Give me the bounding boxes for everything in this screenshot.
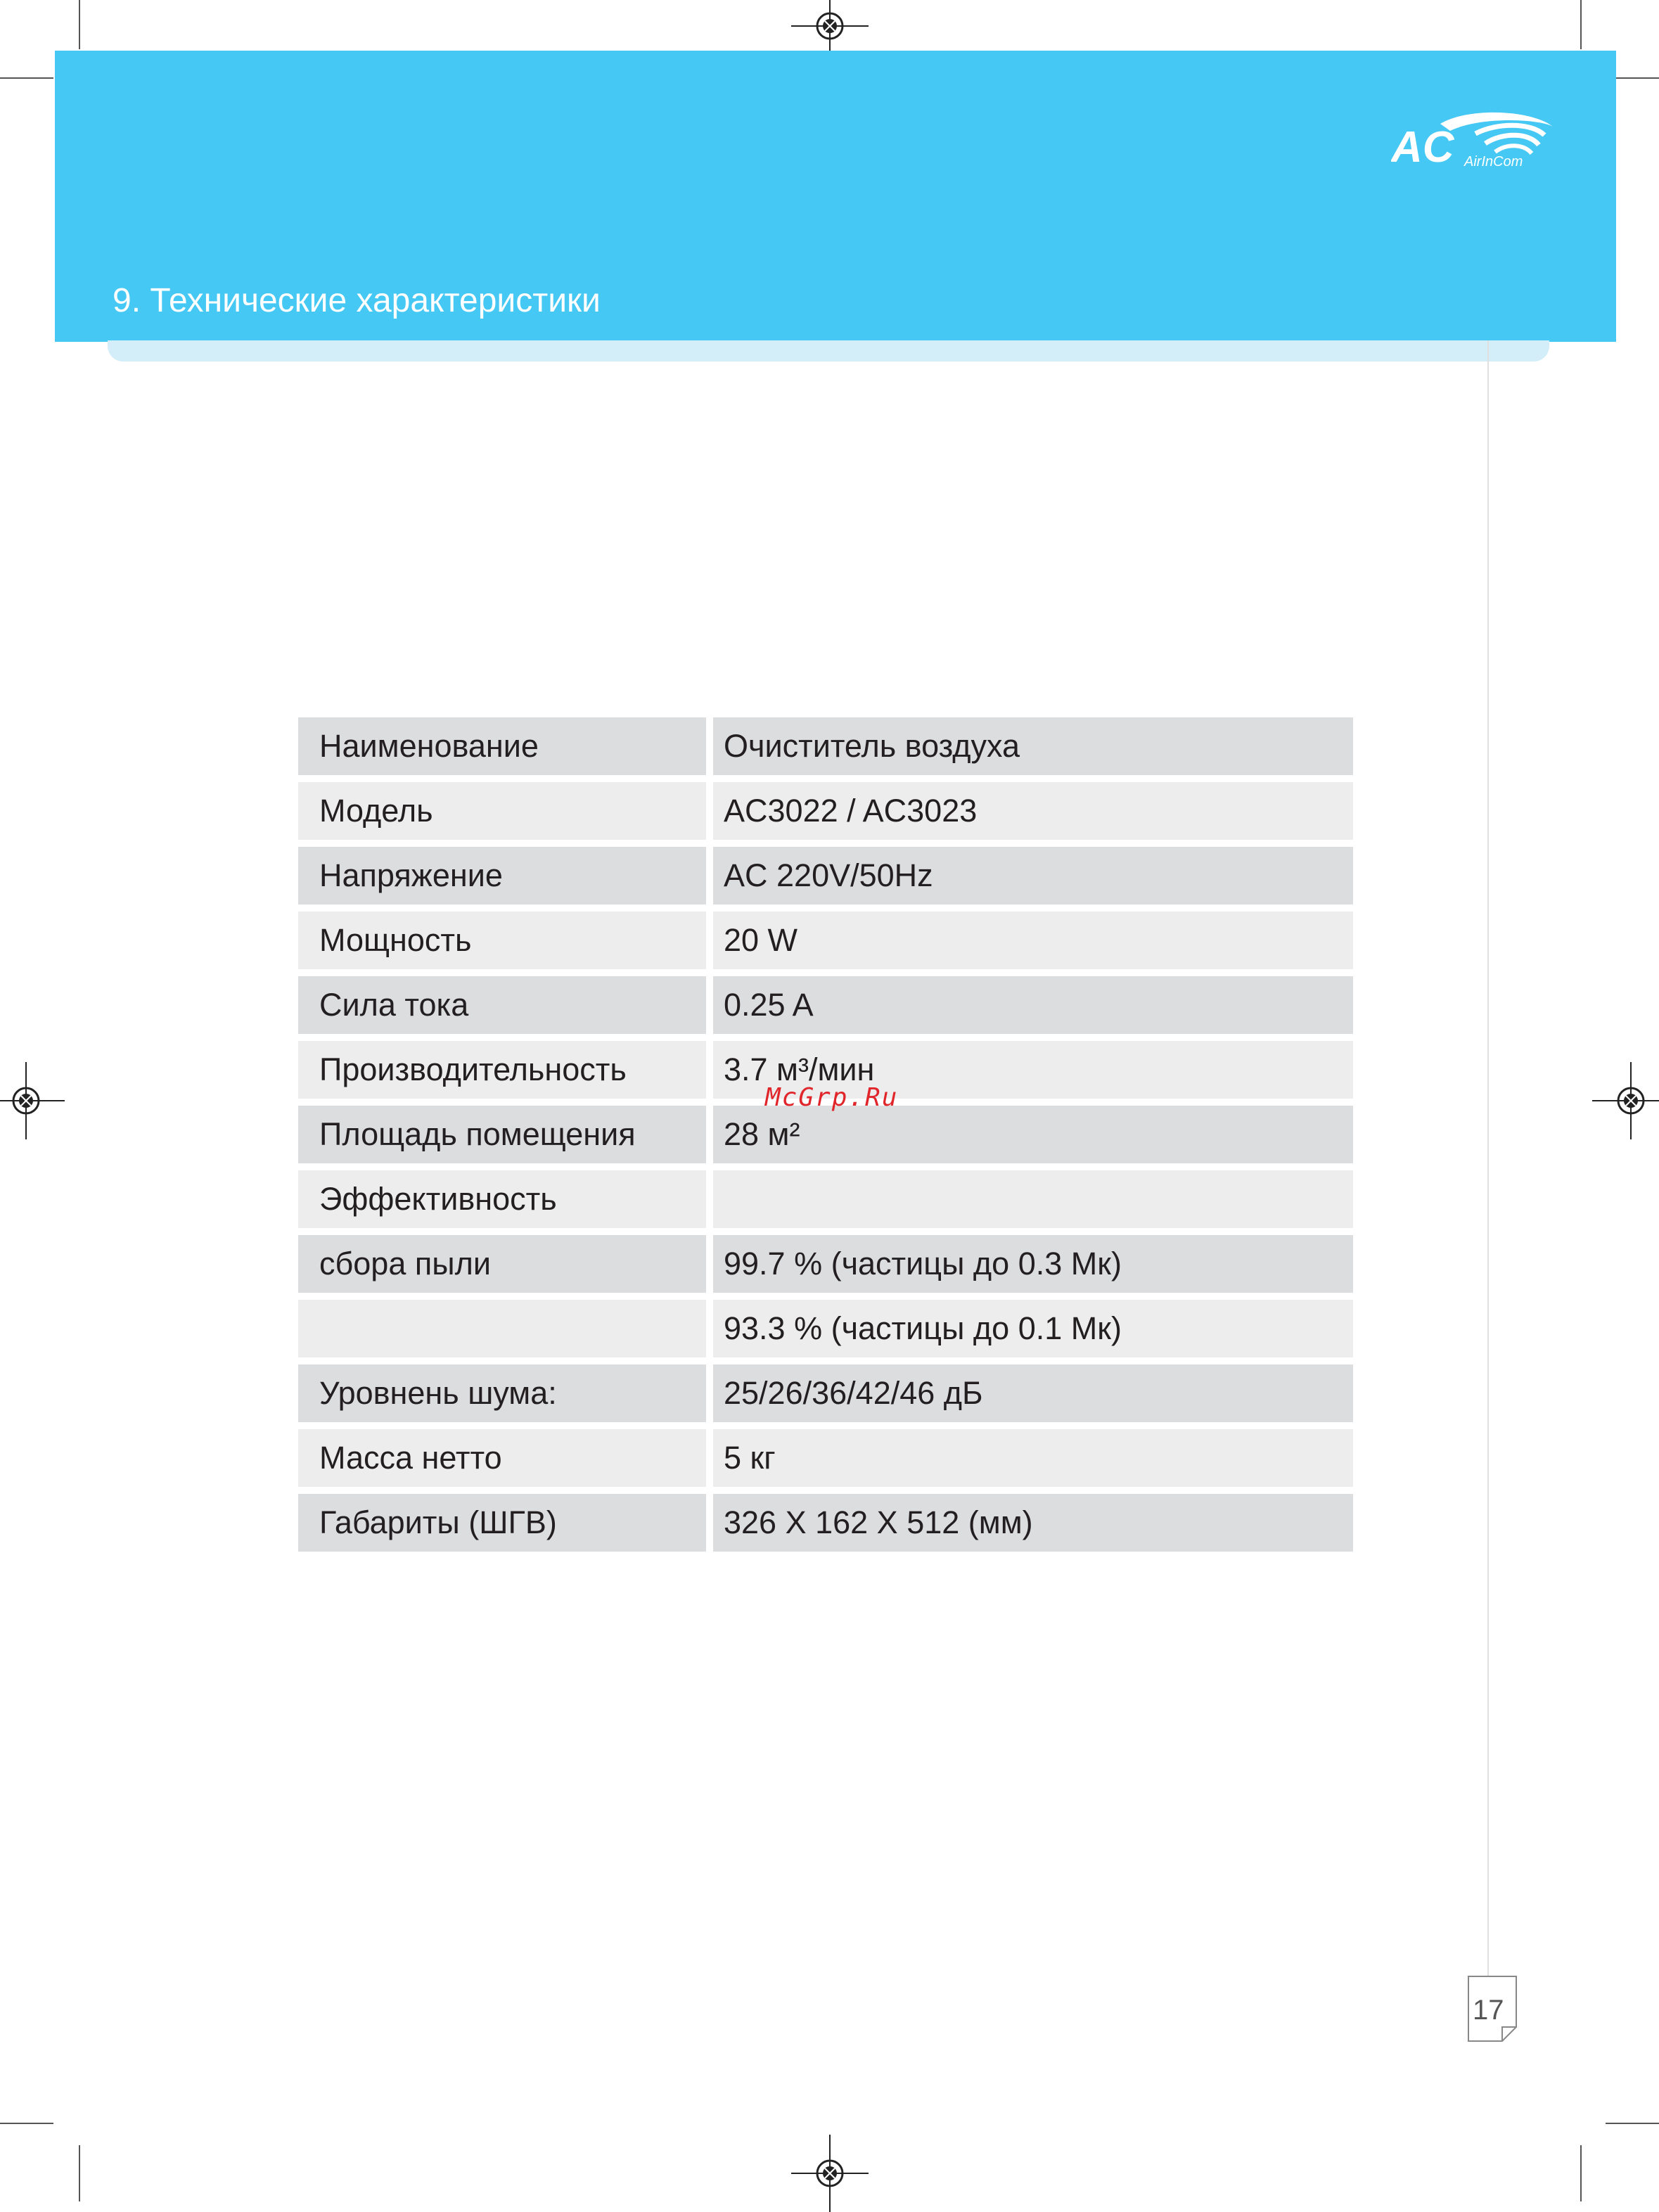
crop-mark [0, 77, 53, 79]
crop-mark [0, 2123, 53, 2124]
crop-mark [1580, 0, 1582, 49]
watermark: McGrp.Ru [765, 1083, 899, 1112]
margin-line [1487, 340, 1489, 1979]
spec-value: 25/26/36/42/46 дБ [713, 1364, 1353, 1422]
spec-value: 3.7 м³/мин [713, 1041, 1353, 1099]
spec-name: Габариты (ШГВ) [298, 1494, 706, 1552]
spec-name: Площадь помещения [298, 1106, 706, 1163]
spec-name: Модель [298, 782, 706, 840]
spec-name: сбора пыли [298, 1235, 706, 1293]
table-row [298, 1364, 1353, 1422]
header-underline [108, 340, 1549, 362]
spec-name: Производительность [298, 1041, 706, 1099]
spec-name: Напряжение [298, 847, 706, 904]
table-row [298, 912, 1353, 969]
table-row [298, 1429, 1353, 1487]
table-row [298, 1300, 1353, 1357]
table-row [298, 1235, 1353, 1293]
table-row [298, 1494, 1353, 1552]
crop-mark [1580, 2145, 1582, 2201]
spec-table [298, 717, 1353, 1559]
section-title: 9. Технические характеристики [113, 282, 601, 319]
crop-mark [1606, 2123, 1659, 2124]
table-row [298, 976, 1353, 1034]
spec-value: 93.3 % (частицы до 0.1 Мк) [713, 1300, 1353, 1357]
crop-mark [79, 0, 80, 49]
crop-mark [79, 2145, 80, 2201]
spec-value: Очиститель воздуха [713, 717, 1353, 775]
spec-name: Наименование [298, 717, 706, 775]
spec-name: Эффективность [298, 1170, 706, 1228]
airincom-logo [1391, 110, 1556, 170]
registration-mark-icon [1592, 1062, 1659, 1139]
table-row [298, 782, 1353, 840]
page-number: 17 [1473, 1995, 1504, 2026]
registration-mark-icon [791, 2135, 869, 2212]
table-row [298, 1170, 1353, 1228]
registration-mark-icon [0, 1062, 65, 1139]
svg-text:AC: AC [1391, 123, 1454, 170]
spec-name: Мощность [298, 912, 706, 969]
spec-value [713, 1170, 1353, 1228]
spec-name: Уровнень шума: [298, 1364, 706, 1422]
logo-text: AirInCom [1464, 154, 1523, 170]
spec-value: 5 кг [713, 1429, 1353, 1487]
table-row [298, 847, 1353, 904]
spec-value: AC3022 / AC3023 [713, 782, 1353, 840]
spec-name: Сила тока [298, 976, 706, 1034]
spec-value: 326 X 162 X 512 (мм) [713, 1494, 1353, 1552]
spec-value: 99.7 % (частицы до 0.3 Мк) [713, 1235, 1353, 1293]
spec-value: 20 W [713, 912, 1353, 969]
spec-value: 0.25 A [713, 976, 1353, 1034]
spec-value: 28 м² [713, 1106, 1353, 1163]
table-row [298, 1106, 1353, 1163]
spec-value: AC 220V/50Hz [713, 847, 1353, 904]
spec-name [298, 1300, 706, 1357]
table-row [298, 717, 1353, 775]
spec-name: Масса нетто [298, 1429, 706, 1487]
